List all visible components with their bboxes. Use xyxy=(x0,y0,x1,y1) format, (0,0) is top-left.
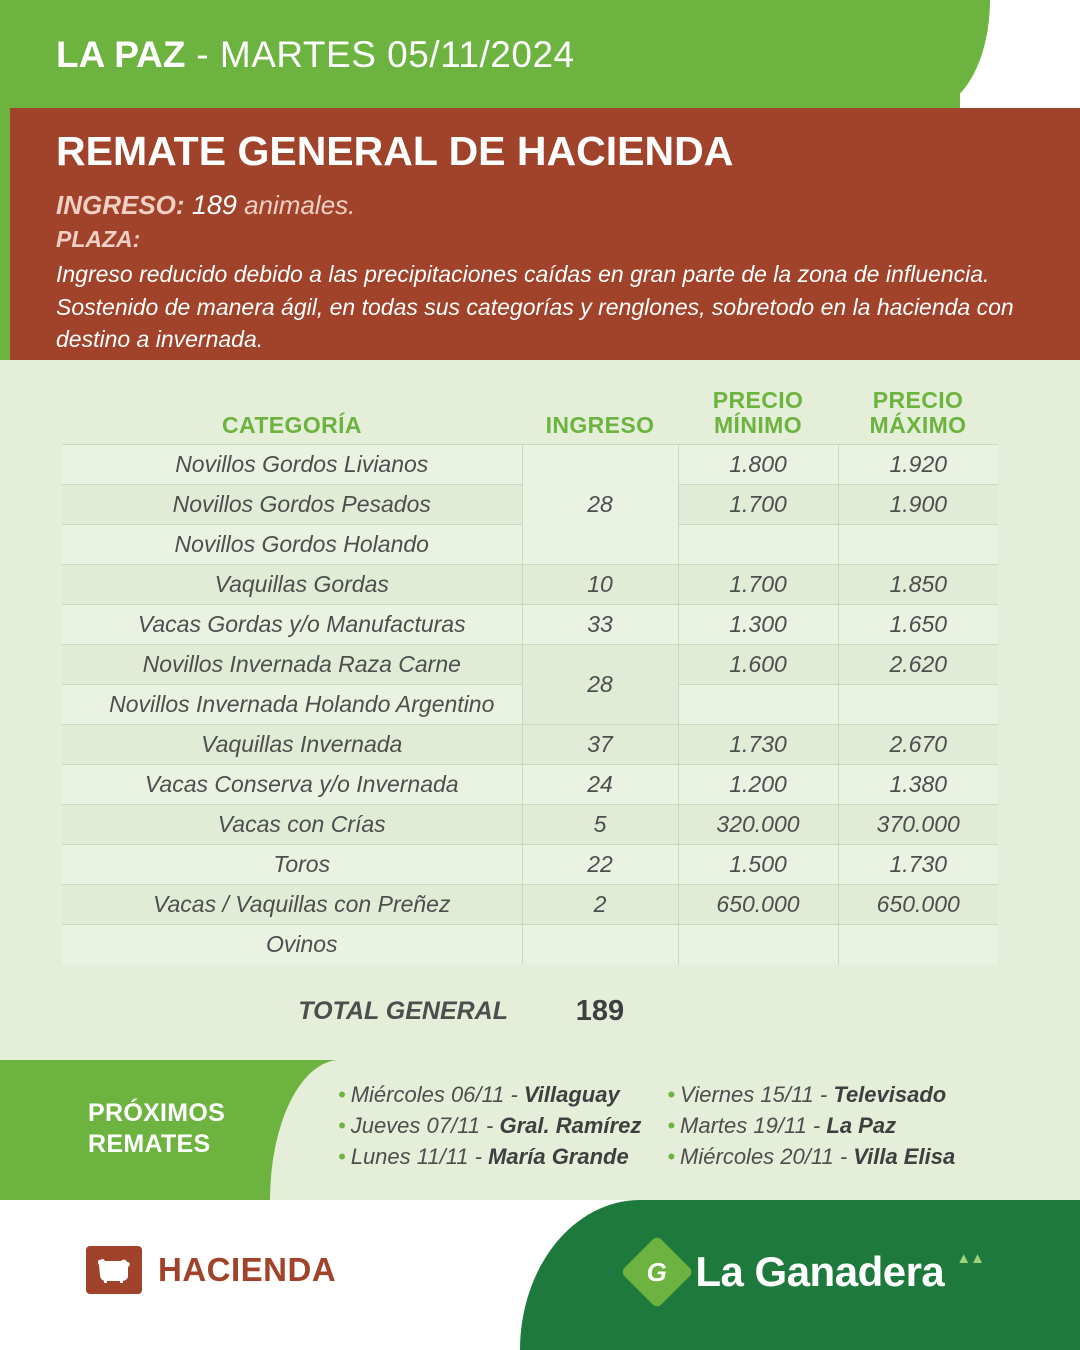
table-header-row xyxy=(62,388,998,444)
bullet-icon: • xyxy=(338,1082,346,1107)
brand-superscript: ▲▲ xyxy=(956,1250,984,1267)
footer xyxy=(0,1200,1080,1350)
next-auction-date: Martes 19/11 - xyxy=(680,1113,827,1138)
next-auctions-section xyxy=(0,1060,1080,1200)
cell-precio-maximo xyxy=(838,684,998,724)
bullet-icon: • xyxy=(338,1113,346,1138)
cell-categoria: Vacas Gordas y/o Manufacturas xyxy=(62,604,522,644)
next-auction-item xyxy=(667,1144,955,1170)
cell-precio-minimo xyxy=(678,524,838,564)
table-row xyxy=(62,644,998,684)
cell-precio-minimo: 1.700 xyxy=(678,564,838,604)
cell-precio-maximo: 2.670 xyxy=(838,724,998,764)
bullet-icon: • xyxy=(667,1082,676,1107)
column-header-categoria: CATEGORÍA xyxy=(222,411,362,438)
cell-precio-minimo: 1.600 xyxy=(678,644,838,684)
table-row xyxy=(62,444,998,484)
ganadera-logo-icon xyxy=(621,1235,695,1309)
bullet-icon: • xyxy=(338,1144,346,1169)
header-left-accent xyxy=(0,108,10,360)
cell-ingreso: 28 xyxy=(522,644,678,724)
report-summary-header xyxy=(0,108,1080,360)
cell-categoria: Novillos Gordos Holando xyxy=(62,524,522,564)
cell-precio-maximo: 1.920 xyxy=(838,444,998,484)
cell-ingreso: 24 xyxy=(522,764,678,804)
brand-name: La Ganadera xyxy=(695,1248,945,1295)
ingreso-label: INGRESO: xyxy=(56,190,185,220)
table-row xyxy=(62,724,998,764)
cell-ingreso xyxy=(522,924,678,964)
table-body xyxy=(62,444,998,964)
next-auction-item xyxy=(667,1113,955,1139)
column-header-ingreso: INGRESO xyxy=(545,411,655,438)
next-auction-item xyxy=(667,1082,955,1108)
cell-ingreso: 37 xyxy=(522,724,678,764)
cell-precio-minimo: 1.730 xyxy=(678,724,838,764)
next-auction-date: Miércoles 06/11 - xyxy=(350,1082,524,1107)
next-auction-item xyxy=(338,1113,641,1139)
table-row xyxy=(62,604,998,644)
total-label: TOTAL GENERAL xyxy=(298,996,508,1025)
table-row xyxy=(62,924,998,964)
cell-precio-maximo: 1.900 xyxy=(838,484,998,524)
precio-maximo-line1: PRECIO xyxy=(872,387,964,413)
precio-maximo-line2: MÁXIMO xyxy=(869,411,967,438)
ganadera-logo-letter: G xyxy=(647,1256,668,1287)
cell-categoria: Novillos Invernada Raza Carne xyxy=(62,644,522,684)
cell-categoria: Vacas / Vaquillas con Preñez xyxy=(62,884,522,924)
cell-precio-minimo: 1.500 xyxy=(678,844,838,884)
cell-precio-minimo: 650.000 xyxy=(678,884,838,924)
bullet-icon: • xyxy=(667,1113,676,1138)
hacienda-label: HACIENDA xyxy=(158,1251,337,1288)
column-header-precio-maximo xyxy=(838,388,998,444)
cell-categoria: Toros xyxy=(62,844,522,884)
table-row xyxy=(62,764,998,804)
cell-precio-maximo: 650.000 xyxy=(838,884,998,924)
next-auction-place: Villa Elisa xyxy=(853,1144,956,1169)
header-location: LA PAZ xyxy=(56,34,186,75)
cow-icon xyxy=(86,1246,142,1294)
prices-table xyxy=(62,388,998,964)
plaza-description: Ingreso reducido debido a las precipitaciones caídas en gran parte de la zona de influencia. Sostenido de manera ágil, en todas sus categorías y renglones, sobretodo en la hacienda con destino a invernada. xyxy=(56,261,1014,353)
cell-categoria: Novillos Invernada Holando Argentino xyxy=(62,684,522,724)
total-row xyxy=(62,984,998,1038)
prices-table-section xyxy=(0,360,1080,1060)
precio-minimo-line2: MÍNIMO xyxy=(714,411,802,438)
next-auction-item xyxy=(338,1082,641,1108)
next-auction-place: La Paz xyxy=(826,1113,897,1138)
cell-precio-minimo: 1.200 xyxy=(678,764,838,804)
cell-ingreso: 28 xyxy=(522,444,678,564)
next-auction-date: Miércoles 20/11 - xyxy=(680,1144,854,1169)
precio-minimo-line1: PRECIO xyxy=(712,387,804,413)
cell-precio-maximo: 1.850 xyxy=(838,564,998,604)
cell-precio-minimo: 1.700 xyxy=(678,484,838,524)
table-row xyxy=(62,564,998,604)
hacienda-badge xyxy=(86,1246,336,1294)
next-auction-place: Televisado xyxy=(833,1082,947,1107)
top-header-bar xyxy=(0,0,1080,108)
next-auctions-title-line2: REMATES xyxy=(88,1130,211,1159)
next-auctions-column-2 xyxy=(667,1082,955,1170)
header-date-separator: - xyxy=(185,34,220,75)
cell-categoria: Vaquillas Gordas xyxy=(62,564,522,604)
table-row xyxy=(62,844,998,884)
table-row xyxy=(62,884,998,924)
cell-ingreso: 2 xyxy=(522,884,678,924)
page-title: REMATE GENERAL DE HACIENDA xyxy=(56,128,734,174)
cell-ingreso: 5 xyxy=(522,804,678,844)
cell-precio-minimo: 320.000 xyxy=(678,804,838,844)
cell-precio-maximo xyxy=(838,924,998,964)
cell-ingreso: 10 xyxy=(522,564,678,604)
next-auction-place: Villaguay xyxy=(523,1082,620,1107)
next-auction-place: Gral. Ramírez xyxy=(499,1113,642,1138)
ingreso-value: 189 xyxy=(191,190,237,220)
brand-logo xyxy=(631,1246,984,1298)
total-value: 189 xyxy=(575,994,625,1027)
plaza-label: PLAZA: xyxy=(56,226,141,252)
cell-categoria: Novillos Gordos Pesados xyxy=(62,484,522,524)
cell-precio-maximo: 1.730 xyxy=(838,844,998,884)
cell-precio-maximo: 1.380 xyxy=(838,764,998,804)
cell-precio-minimo xyxy=(678,684,838,724)
cell-precio-maximo xyxy=(838,524,998,564)
column-header-precio-minimo xyxy=(678,388,838,444)
cell-precio-maximo: 2.620 xyxy=(838,644,998,684)
cell-categoria: Ovinos xyxy=(62,924,522,964)
next-auctions-column-1 xyxy=(338,1082,641,1170)
next-auction-date: Viernes 15/11 - xyxy=(680,1082,834,1107)
next-auctions-title-line1: PRÓXIMOS xyxy=(88,1099,226,1127)
cell-categoria: Vaquillas Invernada xyxy=(62,724,522,764)
next-auctions-columns xyxy=(338,1082,1058,1170)
header-location-date xyxy=(56,34,575,76)
next-auction-place: María Grande xyxy=(488,1144,629,1169)
ingreso-summary xyxy=(56,190,355,221)
cell-precio-minimo xyxy=(678,924,838,964)
cell-precio-maximo: 1.650 xyxy=(838,604,998,644)
cell-categoria: Vacas con Crías xyxy=(62,804,522,844)
cell-ingreso: 22 xyxy=(522,844,678,884)
bullet-icon: • xyxy=(667,1144,676,1169)
cell-precio-minimo: 1.800 xyxy=(678,444,838,484)
cell-categoria: Vacas Conserva y/o Invernada xyxy=(62,764,522,804)
header-date: MARTES 05/11/2024 xyxy=(219,34,575,75)
next-auction-date: Jueves 07/11 - xyxy=(350,1113,500,1138)
cell-categoria: Novillos Gordos Livianos xyxy=(62,444,522,484)
table-row xyxy=(62,804,998,844)
next-auctions-title xyxy=(88,1098,225,1161)
next-auction-item xyxy=(338,1144,641,1170)
ingreso-unit: animales. xyxy=(236,190,356,220)
cell-precio-maximo: 370.000 xyxy=(838,804,998,844)
cell-precio-minimo: 1.300 xyxy=(678,604,838,644)
next-auction-date: Lunes 11/11 - xyxy=(350,1144,489,1169)
cell-ingreso: 33 xyxy=(522,604,678,644)
